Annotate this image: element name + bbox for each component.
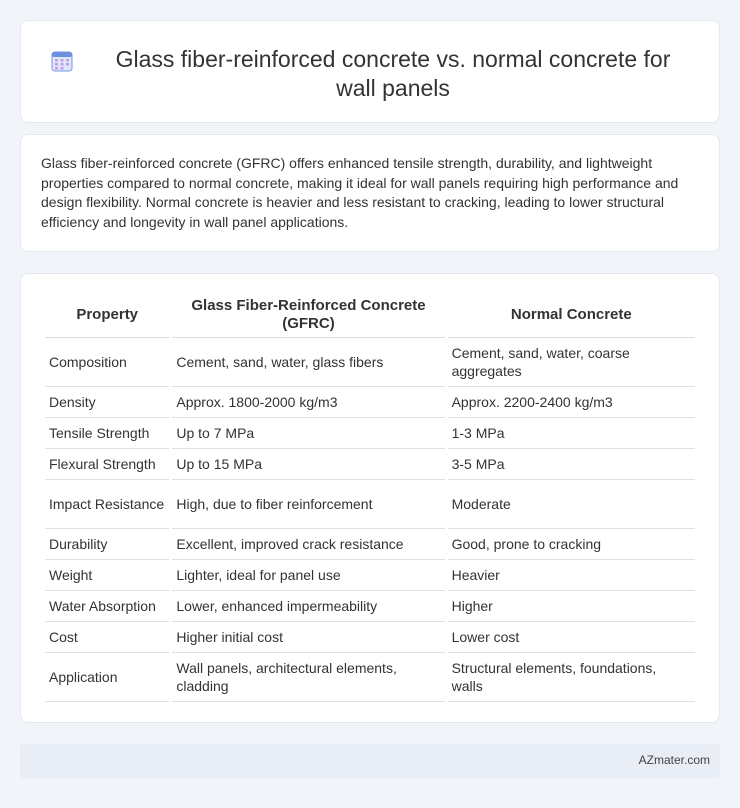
row-normal-value: 3-5 MPa: [448, 449, 695, 480]
row-gfrc-value: Lighter, ideal for panel use: [172, 560, 444, 591]
table-header-row: [45, 293, 695, 338]
row-normal-value: Moderate: [448, 480, 695, 529]
row-gfrc-value: Excellent, improved crack resistance: [172, 529, 444, 560]
row-normal-value: Lower cost: [448, 622, 695, 653]
table-row: [45, 449, 695, 480]
row-property: Impact Resistance: [45, 480, 169, 529]
table-row: [45, 480, 695, 529]
row-normal-value: Structural elements, foundations, walls: [448, 653, 695, 702]
row-normal-value: 1-3 MPa: [448, 418, 695, 449]
summary-text: Glass fiber-reinforced concrete (GFRC) offers enhanced tensile strength, durability, and lightweight properties compared to normal concrete, making it ideal for wall panels requiring high performance and design flexibility. Normal concrete is heavier and less resistant to cracking, leading to lower structural efficiency and longevity in wall panel applications.: [41, 155, 679, 230]
row-gfrc-value: Up to 15 MPa: [172, 449, 444, 480]
table-row: [45, 529, 695, 560]
row-property: Application: [45, 653, 169, 702]
table-row: [45, 560, 695, 591]
footer-bar: [20, 744, 720, 778]
header-normal-concrete: Normal Concrete: [448, 293, 695, 338]
table-row: [45, 653, 695, 702]
row-property: Flexural Strength: [45, 449, 169, 480]
row-property: Cost: [45, 622, 169, 653]
row-gfrc-value: High, due to fiber reinforcement: [172, 480, 444, 529]
row-property: Durability: [45, 529, 169, 560]
row-gfrc-value: Up to 7 MPa: [172, 418, 444, 449]
row-property: Weight: [45, 560, 169, 591]
table-row: [45, 338, 695, 387]
comparison-table-card: [20, 273, 720, 723]
header-property: Property: [45, 293, 169, 338]
row-property: Density: [45, 387, 169, 418]
calendar-icon: [51, 50, 73, 72]
row-gfrc-value: Wall panels, architectural elements, cladding: [172, 653, 444, 702]
row-gfrc-value: Higher initial cost: [172, 622, 444, 653]
row-property: Composition: [45, 338, 169, 387]
row-normal-value: Heavier: [448, 560, 695, 591]
row-normal-value: Higher: [448, 591, 695, 622]
table-row: [45, 622, 695, 653]
row-gfrc-value: Lower, enhanced impermeability: [172, 591, 444, 622]
row-gfrc-value: Cement, sand, water, glass fibers: [172, 338, 444, 387]
table-row: [45, 418, 695, 449]
footer-brand-link[interactable]: AZmater.com: [638, 753, 710, 767]
table-row: [45, 387, 695, 418]
page-title: Glass fiber-reinforced concrete vs. normal concrete for wall panels: [115, 46, 671, 101]
row-property: Water Absorption: [45, 591, 169, 622]
summary-card: [20, 134, 720, 252]
row-normal-value: Cement, sand, water, coarse aggregates: [448, 338, 695, 387]
row-gfrc-value: Approx. 1800-2000 kg/m3: [172, 387, 444, 418]
header-gfrc: Glass Fiber-Reinforced Concrete (GFRC): [172, 293, 444, 338]
table-row: [45, 591, 695, 622]
row-property: Tensile Strength: [45, 418, 169, 449]
row-normal-value: Approx. 2200-2400 kg/m3: [448, 387, 695, 418]
title-card: [20, 20, 720, 123]
comparison-table: [42, 293, 698, 702]
row-normal-value: Good, prone to cracking: [448, 529, 695, 560]
